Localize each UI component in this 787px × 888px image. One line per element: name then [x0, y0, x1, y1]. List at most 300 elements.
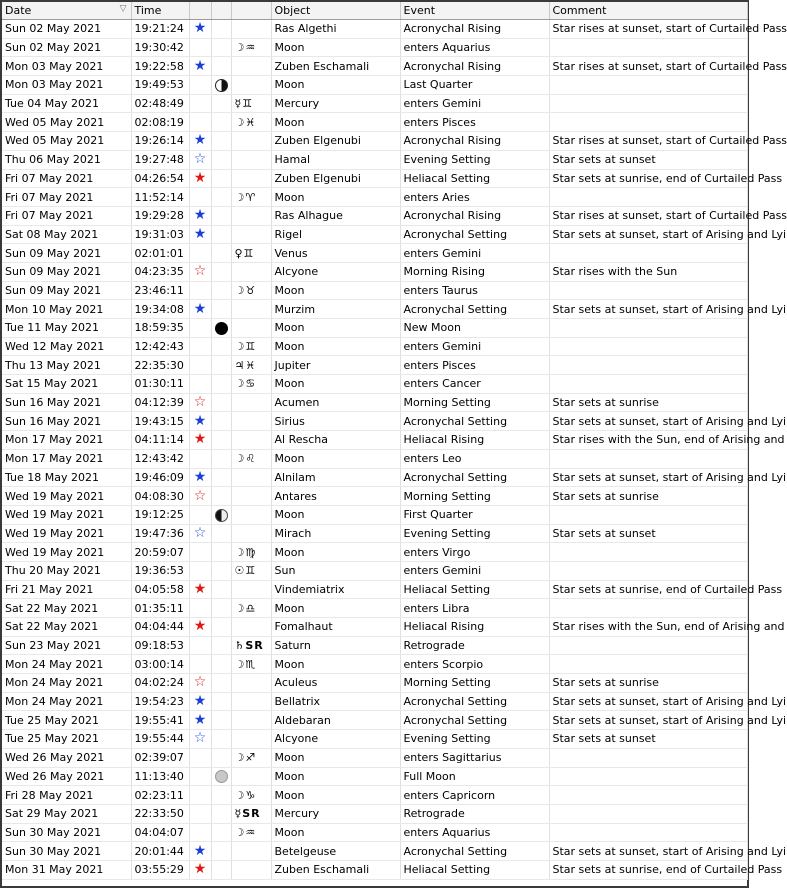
header-row	[2, 2, 747, 20]
star-cell	[189, 319, 211, 338]
date-cell: Mon 03 May 2021	[2, 76, 131, 95]
event-cell: Heliacal Setting	[400, 580, 549, 599]
table-row[interactable]	[2, 337, 747, 356]
table-row[interactable]	[2, 842, 747, 861]
moon-phase-cell	[211, 692, 231, 711]
date-cell: Tue 18 May 2021	[2, 468, 131, 487]
astro-symbol-cell: ☽♒︎	[231, 823, 271, 842]
object-cell: Alnilam	[271, 468, 400, 487]
column-header-symbol[interactable]	[231, 2, 271, 20]
moon-phase-cell	[211, 655, 231, 674]
star-cell	[189, 76, 211, 95]
date-cell: Sat 15 May 2021	[2, 375, 131, 394]
date-cell: Mon 03 May 2021	[2, 57, 131, 76]
time-cell: 02:23:11	[131, 786, 189, 805]
date-cell: Mon 17 May 2021	[2, 431, 131, 450]
event-cell: enters Virgo	[400, 543, 549, 562]
comment-cell	[549, 375, 747, 394]
star-cell	[189, 412, 211, 431]
moon-phase-cell	[211, 300, 231, 319]
column-header-phase[interactable]	[211, 2, 231, 20]
table-row[interactable]	[2, 38, 747, 57]
time-cell: 11:13:40	[131, 767, 189, 786]
event-cell: Acronychal Setting	[400, 468, 549, 487]
astro-symbol-cell	[231, 487, 271, 506]
comment-cell: Star sets at sunset	[549, 150, 747, 169]
astro-symbol-cell: ♄SR	[231, 636, 271, 655]
astro-symbol-cell	[231, 393, 271, 412]
first-moon-phase-icon	[215, 509, 228, 522]
object-cell: Moon	[271, 505, 400, 524]
time-cell: 04:23:35	[131, 262, 189, 281]
event-cell: enters Gemini	[400, 561, 549, 580]
time-cell: 02:48:49	[131, 94, 189, 113]
star-cell	[189, 599, 211, 618]
moon-phase-cell	[211, 823, 231, 842]
table-row[interactable]	[2, 225, 747, 244]
table-row[interactable]	[2, 674, 747, 693]
event-cell: Heliacal Setting	[400, 860, 549, 879]
moon-phase-cell	[211, 169, 231, 188]
blue-star-icon: ★	[193, 207, 207, 224]
time-cell: 04:05:58	[131, 580, 189, 599]
object-cell: Moon	[271, 655, 400, 674]
table-row[interactable]	[2, 94, 747, 113]
table-row[interactable]	[2, 730, 747, 749]
hollow-red-star-icon: ☆	[193, 487, 207, 504]
object-cell: Moon	[271, 113, 400, 132]
object-cell: Rigel	[271, 225, 400, 244]
comment-cell	[549, 449, 747, 468]
table-row[interactable]	[2, 188, 747, 207]
star-cell	[189, 674, 211, 693]
table-row[interactable]	[2, 150, 747, 169]
event-cell: enters Aquarius	[400, 823, 549, 842]
object-cell: Moon	[271, 767, 400, 786]
table-row[interactable]	[2, 375, 747, 394]
star-cell	[189, 94, 211, 113]
star-cell	[189, 804, 211, 823]
star-cell	[189, 431, 211, 450]
star-cell	[189, 337, 211, 356]
date-cell: Wed 12 May 2021	[2, 337, 131, 356]
date-cell: Mon 31 May 2021	[2, 860, 131, 879]
event-cell: enters Capricorn	[400, 786, 549, 805]
moon-phase-cell	[211, 561, 231, 580]
event-cell: Acronychal Setting	[400, 711, 549, 730]
table-row[interactable]	[2, 823, 747, 842]
star-cell	[189, 580, 211, 599]
event-cell: Evening Setting	[400, 524, 549, 543]
event-cell: enters Gemini	[400, 244, 549, 263]
star-cell	[189, 655, 211, 674]
star-cell	[189, 20, 211, 39]
comment-cell	[549, 748, 747, 767]
star-cell	[189, 505, 211, 524]
date-cell: Mon 10 May 2021	[2, 300, 131, 319]
object-cell: Mercury	[271, 94, 400, 113]
astro-symbol-cell: ♃♓︎	[231, 356, 271, 375]
blue-star-icon: ★	[193, 225, 207, 242]
object-cell: Moon	[271, 281, 400, 300]
event-cell: Acronychal Rising	[400, 206, 549, 225]
object-cell: Moon	[271, 543, 400, 562]
events-table	[2, 2, 787, 880]
comment-cell	[549, 561, 747, 580]
astro-symbol-cell	[231, 132, 271, 151]
date-cell: Fri 07 May 2021	[2, 206, 131, 225]
table-row[interactable]	[2, 169, 747, 188]
comment-cell: Star rises with the Sun, end of Arising and	[549, 431, 747, 450]
moon-phase-cell	[211, 543, 231, 562]
table-row[interactable]	[2, 487, 747, 506]
comment-cell	[549, 823, 747, 842]
astro-symbol-cell: ☽♓︎	[231, 113, 271, 132]
time-cell: 19:43:15	[131, 412, 189, 431]
table-row[interactable]	[2, 393, 747, 412]
comment-cell: Star sets at sunset, start of Arising and Lyi	[549, 842, 747, 861]
event-cell: Acronychal Setting	[400, 225, 549, 244]
star-cell	[189, 262, 211, 281]
event-cell: enters Pisces	[400, 356, 549, 375]
moon-phase-cell	[211, 711, 231, 730]
comment-cell	[549, 505, 747, 524]
astro-symbol-cell: ☽♈︎	[231, 188, 271, 207]
moon-phase-cell	[211, 412, 231, 431]
table-row[interactable]	[2, 468, 747, 487]
table-row[interactable]	[2, 655, 747, 674]
column-header-comment[interactable]: Comment	[549, 2, 747, 20]
object-cell: Ras Alhague	[271, 206, 400, 225]
time-cell: 19:21:24	[131, 20, 189, 39]
object-cell: Moon	[271, 449, 400, 468]
table-row[interactable]	[2, 636, 747, 655]
date-cell: Sat 22 May 2021	[2, 599, 131, 618]
time-cell: 04:02:24	[131, 674, 189, 693]
table-row[interactable]	[2, 618, 747, 637]
date-cell: Sun 16 May 2021	[2, 393, 131, 412]
blue-star-icon: ★	[193, 693, 207, 710]
comment-cell: Star sets at sunset, start of Arising and Lyi	[549, 692, 747, 711]
moon-phase-cell	[211, 524, 231, 543]
moon-phase-cell	[211, 244, 231, 263]
date-cell: Fri 07 May 2021	[2, 169, 131, 188]
event-cell: enters Cancer	[400, 375, 549, 394]
time-cell: 19:55:44	[131, 730, 189, 749]
object-cell: Mercury	[271, 804, 400, 823]
table-row[interactable]	[2, 767, 747, 786]
moon-phase-cell	[211, 674, 231, 693]
object-cell: Moon	[271, 748, 400, 767]
moon-phase-cell	[211, 281, 231, 300]
star-cell	[189, 860, 211, 879]
star-cell	[189, 188, 211, 207]
astro-symbol-cell: ☽♒︎	[231, 38, 271, 57]
astro-symbol-cell	[231, 618, 271, 637]
object-cell: Alcyone	[271, 262, 400, 281]
red-star-icon: ★	[193, 861, 207, 878]
moon-phase-cell	[211, 636, 231, 655]
table-row[interactable]	[2, 76, 747, 95]
object-cell: Moon	[271, 599, 400, 618]
comment-cell	[549, 543, 747, 562]
star-cell	[189, 449, 211, 468]
astro-symbol-cell: ☽♐︎	[231, 748, 271, 767]
moon-phase-cell	[211, 188, 231, 207]
table-row[interactable]	[2, 281, 747, 300]
table-row[interactable]	[2, 431, 747, 450]
table-row[interactable]	[2, 505, 747, 524]
moon-phase-cell	[211, 786, 231, 805]
moon-phase-cell	[211, 468, 231, 487]
date-cell: Wed 19 May 2021	[2, 505, 131, 524]
table-row[interactable]	[2, 599, 747, 618]
table-row[interactable]	[2, 543, 747, 562]
moon-phase-cell	[211, 94, 231, 113]
date-cell: Thu 06 May 2021	[2, 150, 131, 169]
date-cell: Mon 24 May 2021	[2, 692, 131, 711]
date-cell: Wed 19 May 2021	[2, 524, 131, 543]
column-header-date[interactable]	[2, 2, 131, 20]
event-cell: Retrograde	[400, 636, 549, 655]
table-row[interactable]	[2, 300, 747, 319]
star-cell	[189, 375, 211, 394]
event-cell: enters Scorpio	[400, 655, 549, 674]
time-cell: 04:04:07	[131, 823, 189, 842]
table-row[interactable]	[2, 113, 747, 132]
table-row[interactable]	[2, 262, 747, 281]
comment-cell	[549, 113, 747, 132]
astro-symbol-cell	[231, 674, 271, 693]
comment-cell	[549, 655, 747, 674]
table-row[interactable]	[2, 132, 747, 151]
object-cell: Alcyone	[271, 730, 400, 749]
star-cell	[189, 169, 211, 188]
moon-phase-cell	[211, 431, 231, 450]
date-cell: Wed 05 May 2021	[2, 113, 131, 132]
comment-cell: Star rises with the Sun, end of Arising and	[549, 618, 747, 637]
hollow-blue-star-icon: ☆	[193, 151, 207, 168]
event-cell: Morning Setting	[400, 487, 549, 506]
blue-star-icon: ★	[193, 57, 207, 74]
astro-symbol-cell: ☽♑︎	[231, 786, 271, 805]
event-cell: Retrograde	[400, 804, 549, 823]
star-cell	[189, 300, 211, 319]
astro-symbol-cell: ☽♎︎	[231, 599, 271, 618]
event-cell: Heliacal Rising	[400, 618, 549, 637]
astro-symbol-cell	[231, 169, 271, 188]
comment-cell	[549, 599, 747, 618]
time-cell: 19:47:36	[131, 524, 189, 543]
table-row[interactable]	[2, 20, 747, 39]
event-cell: Acronychal Setting	[400, 692, 549, 711]
table-row[interactable]	[2, 804, 747, 823]
comment-cell	[549, 319, 747, 338]
object-cell: Jupiter	[271, 356, 400, 375]
moon-phase-cell	[211, 487, 231, 506]
date-cell: Fri 21 May 2021	[2, 580, 131, 599]
date-cell: Wed 19 May 2021	[2, 487, 131, 506]
astro-symbol-cell	[231, 860, 271, 879]
astro-symbol-cell: ♀♊︎	[231, 244, 271, 263]
comment-cell: Star rises at sunset, start of Curtailed Pass	[549, 206, 747, 225]
time-cell: 11:52:14	[131, 188, 189, 207]
table-row[interactable]	[2, 860, 747, 879]
moon-phase-cell	[211, 860, 231, 879]
star-cell	[189, 561, 211, 580]
date-cell: Sat 08 May 2021	[2, 225, 131, 244]
comment-cell: Star sets at sunrise	[549, 674, 747, 693]
time-cell: 02:39:07	[131, 748, 189, 767]
event-cell: Heliacal Setting	[400, 169, 549, 188]
table-row[interactable]	[2, 412, 747, 431]
moon-phase-cell	[211, 337, 231, 356]
table-row[interactable]	[2, 524, 747, 543]
hollow-blue-star-icon: ☆	[193, 730, 207, 747]
comment-cell	[549, 786, 747, 805]
comment-cell: Star sets at sunrise, end of Curtailed Pass	[549, 860, 747, 879]
time-cell: 22:33:50	[131, 804, 189, 823]
date-cell: Mon 24 May 2021	[2, 655, 131, 674]
table-row[interactable]	[2, 206, 747, 225]
astro-symbol-cell	[231, 842, 271, 861]
time-cell: 02:08:19	[131, 113, 189, 132]
comment-cell	[549, 76, 747, 95]
table-row[interactable]	[2, 748, 747, 767]
comment-cell	[549, 337, 747, 356]
date-cell: Sun 09 May 2021	[2, 244, 131, 263]
date-cell: Tue 11 May 2021	[2, 319, 131, 338]
column-header-time[interactable]: Time	[131, 2, 189, 20]
object-cell: Zuben Elgenubi	[271, 132, 400, 151]
star-cell	[189, 132, 211, 151]
moon-phase-cell	[211, 804, 231, 823]
table-row[interactable]	[2, 692, 747, 711]
column-header-event[interactable]: Event	[400, 2, 549, 20]
time-cell: 09:18:53	[131, 636, 189, 655]
star-cell	[189, 38, 211, 57]
date-cell: Sun 30 May 2021	[2, 823, 131, 842]
table-row[interactable]	[2, 244, 747, 263]
red-star-icon: ★	[193, 580, 207, 597]
object-cell: Zuben Eschamali	[271, 57, 400, 76]
blue-star-icon: ★	[193, 20, 207, 37]
date-cell: Fri 07 May 2021	[2, 188, 131, 207]
time-cell: 19:26:14	[131, 132, 189, 151]
event-cell: Full Moon	[400, 767, 549, 786]
comment-cell: Star sets at sunset, start of Arising and Lyi	[549, 711, 747, 730]
moon-phase-cell	[211, 767, 231, 786]
event-cell: Acronychal Setting	[400, 412, 549, 431]
object-cell: Bellatrix	[271, 692, 400, 711]
astro-symbol-cell	[231, 468, 271, 487]
table-row[interactable]	[2, 356, 747, 375]
table-row[interactable]	[2, 711, 747, 730]
event-cell: Evening Setting	[400, 150, 549, 169]
time-cell: 19:12:25	[131, 505, 189, 524]
time-cell: 02:01:01	[131, 244, 189, 263]
comment-cell	[549, 636, 747, 655]
table-row[interactable]	[2, 449, 747, 468]
moon-phase-cell	[211, 262, 231, 281]
comment-cell: Star rises at sunset, start of Curtailed Pass	[549, 57, 747, 76]
column-header-object[interactable]: Object	[271, 2, 400, 20]
date-cell: Sat 29 May 2021	[2, 804, 131, 823]
comment-cell	[549, 244, 747, 263]
comment-cell	[549, 188, 747, 207]
time-cell: 12:42:43	[131, 337, 189, 356]
astro-symbol-cell	[231, 505, 271, 524]
moon-phase-cell	[211, 505, 231, 524]
time-cell: 20:01:44	[131, 842, 189, 861]
object-cell: Hamal	[271, 150, 400, 169]
moon-phase-cell	[211, 150, 231, 169]
date-cell: Tue 25 May 2021	[2, 730, 131, 749]
astro-symbol-cell: ☉♊︎	[231, 561, 271, 580]
table-row[interactable]	[2, 57, 747, 76]
comment-cell	[549, 281, 747, 300]
event-cell: Morning Setting	[400, 674, 549, 693]
date-cell: Sun 02 May 2021	[2, 20, 131, 39]
moon-phase-cell	[211, 748, 231, 767]
comment-cell: Star sets at sunrise, end of Curtailed Pass	[549, 580, 747, 599]
events-table-body	[2, 20, 787, 880]
star-cell	[189, 487, 211, 506]
object-cell: Moon	[271, 375, 400, 394]
star-cell	[189, 468, 211, 487]
star-cell	[189, 225, 211, 244]
object-cell: Murzim	[271, 300, 400, 319]
table-row[interactable]	[2, 580, 747, 599]
time-cell: 04:04:44	[131, 618, 189, 637]
comment-cell	[549, 356, 747, 375]
star-cell	[189, 150, 211, 169]
date-cell: Tue 04 May 2021	[2, 94, 131, 113]
astro-symbol-cell	[231, 711, 271, 730]
comment-cell	[549, 94, 747, 113]
event-cell: New Moon	[400, 319, 549, 338]
moon-phase-cell	[211, 618, 231, 637]
astro-symbol-cell	[231, 580, 271, 599]
astro-symbol-cell	[231, 300, 271, 319]
astro-symbol-cell: ☽♏︎	[231, 655, 271, 674]
event-cell: enters Gemini	[400, 94, 549, 113]
table-row[interactable]	[2, 786, 747, 805]
event-cell: enters Sagittarius	[400, 748, 549, 767]
column-header-star[interactable]	[189, 2, 211, 20]
star-cell	[189, 244, 211, 263]
object-cell: Moon	[271, 823, 400, 842]
time-cell: 20:59:07	[131, 543, 189, 562]
moon-phase-cell	[211, 375, 231, 394]
moon-phase-cell	[211, 356, 231, 375]
table-row[interactable]	[2, 319, 747, 338]
moon-phase-cell	[211, 580, 231, 599]
event-cell: enters Taurus	[400, 281, 549, 300]
time-cell: 03:55:29	[131, 860, 189, 879]
object-cell: Saturn	[271, 636, 400, 655]
comment-cell: Star sets at sunset, start of Arising and Lyi	[549, 225, 747, 244]
comment-cell: Star sets at sunset, start of Arising and Lyi	[549, 412, 747, 431]
object-cell: Moon	[271, 786, 400, 805]
hollow-red-star-icon: ☆	[193, 394, 207, 411]
table-row[interactable]	[2, 561, 747, 580]
blue-star-icon: ★	[193, 412, 207, 429]
star-cell	[189, 524, 211, 543]
object-cell: Antares	[271, 487, 400, 506]
comment-cell: Star sets at sunrise	[549, 393, 747, 412]
moon-phase-cell	[211, 132, 231, 151]
